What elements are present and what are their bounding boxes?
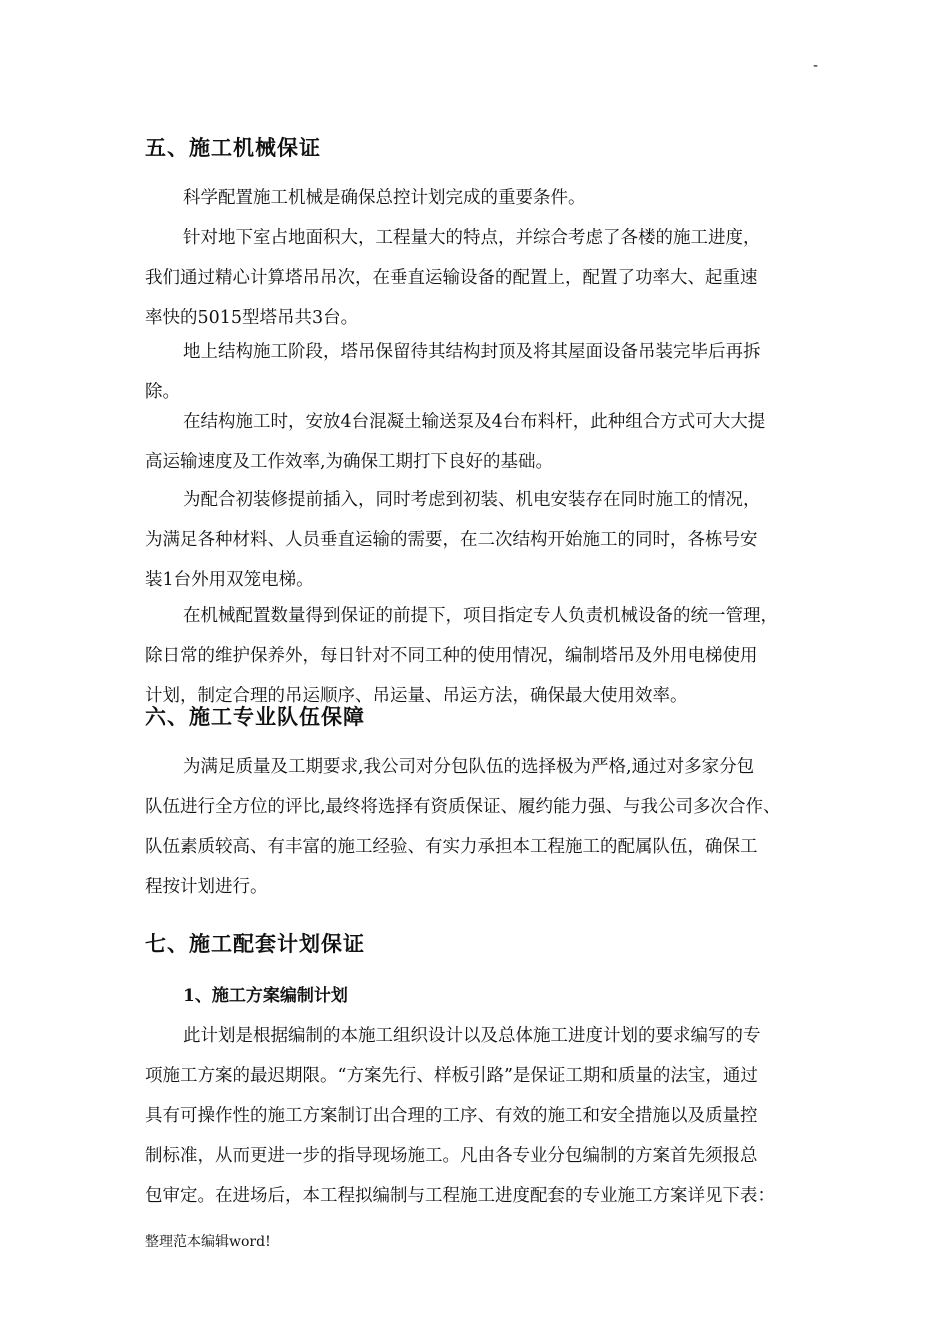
section-5-heading: 五、施工机械保证 [145,136,321,160]
section-6-paragraph-1 [145,747,835,907]
text-line: 队伍素质较高、有丰富的施工经验、有实力承担本工程施工的配属队伍，确保工 [145,837,758,857]
text-line: 制标准，从而更进一步的指导现场施工。凡由各专业分包编制的方案首先须报总 [145,1146,758,1166]
text-line: 具有可操作性的施工方案制订出合理的工序、有效的施工和安全措施以及质量控 [145,1106,758,1126]
section-7-heading: 七、施工配套计划保证 [145,932,365,956]
text-line: 科学配置施工机械是确保总控计划完成的重要条件。 [183,188,586,208]
text-line: 队伍进行全方位的评比,最终将选择有资质保证、履约能力强、与我公司多次合作、 [145,797,781,817]
text-line: 率快的5015型塔吊共3台。 [145,308,359,328]
text-line: 在机械配置数量得到保证的前提下，项目指定专人负责机械设备的统一管理， [183,606,778,626]
section-5-paragraph-6 [145,596,835,716]
section-5-paragraph-4 [145,402,835,482]
text-line: 除日常的维护保养外，每日针对不同工种的使用情况，编制塔吊及外用电梯使用 [145,646,758,666]
section-6-heading: 六、施工专业队伍保障 [145,705,365,729]
section-7-subheading-1: 1、施工方案编制计划 [183,986,348,1006]
text-line: 此计划是根据编制的本施工组织设计以及总体施工进度计划的要求编写的专 [183,1026,761,1046]
section-7-paragraph-1 [145,1016,835,1216]
page-mark: - [813,58,819,74]
section-5-paragraph-3 [145,332,835,412]
section-5-paragraph-2 [145,218,835,338]
section-5-paragraph-5 [145,480,835,600]
text-line: 为配合初装修提前插入，同时考虑到初装、机电安装存在同时施工的情况， [183,490,761,510]
text-line: 装1台外用双笼电梯。 [145,570,314,590]
text-line: 程按计划进行。 [145,877,268,897]
text-line: 地上结构施工阶段，塔吊保留待其结构封顶及将其屋面设备吊装完毕后再拆 [183,342,761,362]
text-line: 高运输速度及工作效率,为确保工期打下良好的基础。 [145,452,554,472]
text-line: 我们通过精心计算塔吊吊次，在垂直运输设备的配置上，配置了功率大、起重速 [145,268,758,288]
text-line: 在结构施工时，安放4台混凝土输送泵及4台布料杆，此种组合方式可大大提 [183,412,766,432]
text-line: 计划，制定合理的吊运顺序、吊运量、吊运方法，确保最大使用效率。 [145,686,688,706]
text-line: 除。 [145,382,180,402]
text-line: 项施工方案的最迟期限。“方案先行、样板引路”是保证工期和质量的法宝，通过 [145,1066,758,1086]
section-5-paragraph-1 [145,178,835,218]
text-line: 包审定。在进场后，本工程拟编制与工程施工进度配套的专业施工方案详见下表： [145,1186,775,1206]
text-line: 为满足质量及工期要求,我公司对分包队伍的选择极为严格,通过对多家分包 [183,757,755,777]
page-footer: 整理范本编辑word! [145,1234,271,1250]
text-line: 为满足各种材料、人员垂直运输的需要，在二次结构开始施工的同时，各栋号安 [145,530,758,550]
text-line: 针对地下室占地面积大，工程量大的特点，并综合考虑了各楼的施工进度， [183,228,761,248]
